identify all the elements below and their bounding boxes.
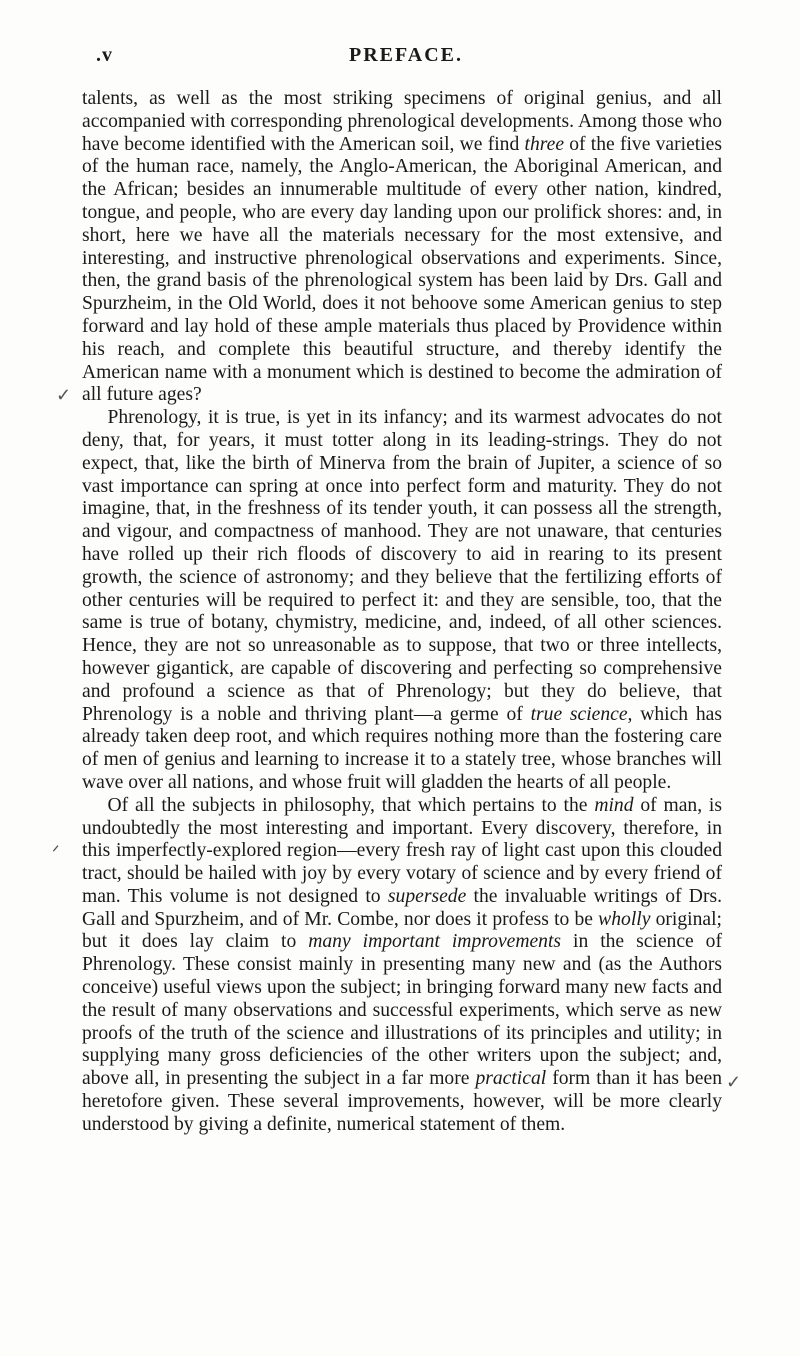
preface-body: [82, 88, 722, 1137]
paragraph-1: [82, 88, 722, 407]
margin-check-mark: ✓: [726, 1072, 742, 1092]
italic-text: true science,: [530, 703, 633, 725]
text-run: Of all the subjects in philosophy, that which pertains to the: [107, 794, 595, 816]
text-run: of the five varieties of the human race, namely, the Anglo-American, the Aboriginal American, and the African; besides an innumerable multitude of every other nation, kindred, tongue, and people, who are every day landing upon our prolifick shores: and, in short, here we have all the materials necessary for the most extensive, and interesting, and instructive phrenological observations and experiments. Since, then, the grand basis of the phrenological system has been laid by Drs. Gall and Spurzheim, in the Old World, does it not behoove some American genius to step forward and lay hold of these ample materials thus placed by Providence within his reach, and complete this beautiful structure, and thereby identify the American name with a monument which is destined to become the admiration of all future ages?: [82, 133, 722, 406]
italic-text: three: [524, 133, 565, 155]
text-run: form than it has been heretofore given. These several improvements, however, will be more clearly understood by giving a definite, numerical statement of them.: [82, 1068, 722, 1135]
running-head: PREFACE.: [349, 44, 463, 66]
text-run: original; but it does lay claim to: [82, 908, 722, 953]
page-header: [96, 44, 716, 74]
text-run: in the science of Phrenology. These consist mainly in presenting many new and (as the Authors conceive) useful views upon the subject; in bringing forward many new facts and the result of many observations and successful experiments, which serve as new proofs of the truth of the science and illustrations of its principles and utility; in supplying many gross deficiencies of the other writers upon the subject; and, above all, in presenting the subject in a far more: [82, 931, 723, 1090]
italic-text: supersede: [387, 885, 467, 907]
italic-text: wholly: [598, 908, 651, 930]
paragraph-2: [82, 407, 722, 795]
text-run: of man, is undoubtedly the most interesting and important. Every discovery, therefore, in this imperfectly-explored region—every fresh ray of light cast upon this clouded tract, should be hailed with joy by every votary of science and by every friend of man. This volume is not designed to: [82, 794, 723, 907]
italic-text: mind: [594, 794, 634, 816]
text-run: Phrenology, it is true, is yet in its infancy; and its warmest advocates do not deny, that, for years, it must totter along in its leading-strings. They do not expect, that, like the birth of Minerva from the brain of Jupiter, a science of so vast importance can spring at once into perfect form and maturity. They do not imagine, that, in the freshness of its tender youth, it can possess all the strength, and vigour, and compactness of manhood. They are not unaware, that centuries have rolled up their rich floods of discovery to aid in rearing to its present growth, the science of astronomy; and they believe that the fertilizing efforts of other centuries will be required to perfect it: and they are sensible, too, that the same is true of botany, chymistry, medicine, and, indeed, of all other sciences. Hence, they are not so unreasonable as to suppose, that two or three intellects, however gigantick, are capable of discovering and perfecting so comprehensive and profound a science as that of Phrenology; but they do believe, that Phrenology is a noble and thriving plant—a germe of: [82, 407, 722, 725]
margin-tick-mark: ᐟ: [52, 842, 60, 862]
italic-text: many important improvements: [308, 931, 562, 953]
margin-check-mark: ✓: [56, 385, 72, 405]
text-run: talents, as well as the most striking specimens of original genius, and all accompanied with corresponding phrenological developments. Among those who have become identified with the American soil, we find: [82, 88, 722, 155]
text-run: the invaluable writings of Drs. Gall and Spurzheim, and of Mr. Combe, nor does it profess to be: [82, 885, 722, 930]
italic-text: practical: [475, 1068, 547, 1090]
paragraph-3: [82, 795, 722, 1137]
text-run: which has already taken deep root, and which requires nothing more than the fostering care of men of genius and learning to increase it to a stately tree, whose branches will wave over all nations, and whose fruit will gladden the hearts of all people.: [82, 703, 722, 793]
page-number: .v: [96, 44, 113, 66]
